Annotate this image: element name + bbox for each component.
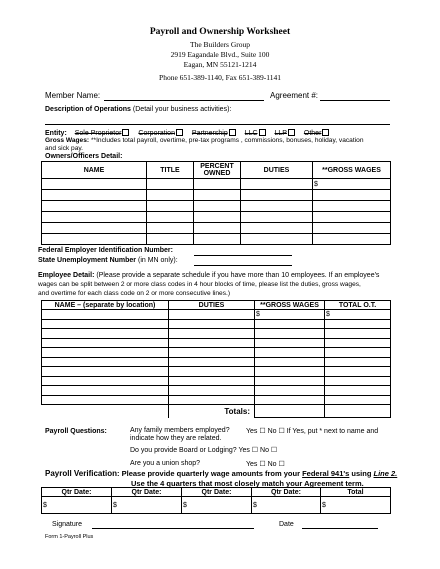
agreement-number-label: Agreement #:: [270, 91, 319, 100]
company-name: The Builders Group: [190, 40, 250, 49]
verification-header-total: Total: [321, 488, 391, 497]
question-family-answer[interactable]: Yes ☐ No ☐ If Yes, put * next to name and: [246, 428, 379, 435]
totals-label: Totals:: [169, 405, 255, 418]
question-union-shop: Are you a union shop?: [130, 460, 201, 467]
employee-header-total-ot: TOTAL O.T.: [325, 301, 391, 310]
company-address-line1: 2919 Eagandale Blvd., Suite 100: [170, 50, 270, 59]
owners-header-duties: DUTIES: [241, 162, 313, 179]
currency-symbol[interactable]: $: [252, 497, 321, 514]
company-phone: Phone 651-389-1140, Fax 651-389-1141: [159, 73, 281, 82]
employee-detail-label: Employee Detail:: [38, 272, 95, 279]
entity-row: [45, 129, 330, 137]
state-unemployment-label: State Unemployment Number: [38, 257, 137, 264]
verification-line-2: Line 2.: [373, 469, 398, 478]
owners-header-name: NAME: [42, 162, 147, 179]
currency-symbol[interactable]: $: [325, 310, 391, 320]
entity-checkbox-llc[interactable]: [259, 129, 266, 136]
employee-table: [41, 300, 391, 418]
operations-row: [45, 106, 231, 113]
member-name-field[interactable]: [104, 100, 264, 101]
gross-wages-text2: and sick pay.: [45, 145, 83, 152]
entity-option-sole-proprietor: Sole Proprietor: [74, 130, 122, 137]
verification-line2: Use the 4 quarters that most closely match your Agreement term.: [131, 479, 364, 488]
owners-header-title: TITLE: [147, 162, 194, 179]
totals-row: [42, 405, 391, 418]
date-field[interactable]: [302, 528, 378, 529]
currency-symbol[interactable]: $: [182, 497, 252, 514]
currency-symbol[interactable]: $: [112, 497, 182, 514]
employee-header-gross-wages: **GROSS WAGES: [255, 301, 325, 310]
table-row: [42, 376, 391, 386]
question-union-answer[interactable]: Yes ☐ No ☐: [246, 461, 285, 468]
question-family-line1: Any family members employed?: [130, 427, 230, 434]
entity-checkbox-sole-proprietor[interactable]: [122, 129, 129, 136]
employee-detail-text2: wages can be split between 2 or more class codes in 4 hour blocks of time, please list the duties, gross wages,: [38, 281, 361, 288]
table-row: [42, 395, 391, 405]
table-row: [42, 201, 391, 212]
currency-symbol[interactable]: $: [42, 497, 112, 514]
table-row: [42, 179, 391, 190]
form-id: Form 1-Payroll Plus: [45, 534, 94, 540]
signature-label: Signature: [52, 521, 82, 528]
table-row: [42, 319, 391, 329]
entity-checkbox-other[interactable]: [322, 129, 329, 136]
entity-option-other: Other: [303, 130, 322, 137]
entity-option-corporation: Corporation: [138, 130, 175, 137]
table-row: [42, 357, 391, 367]
currency-symbol[interactable]: $: [321, 497, 391, 514]
owners-header-percent-owned: PERCENT OWNED: [194, 162, 241, 179]
table-row: [42, 223, 391, 234]
table-row: [42, 348, 391, 358]
table-row: [42, 234, 391, 245]
verification-line1: [45, 469, 397, 478]
verification-text1c: using: [349, 469, 374, 478]
verification-header-qtr2: Qtr Date:: [112, 488, 182, 497]
form-title: Payroll and Ownership Worksheet: [149, 27, 291, 37]
date-label: Date: [279, 521, 294, 528]
verification-header-qtr3: Qtr Date:: [182, 488, 252, 497]
currency-symbol[interactable]: $: [255, 310, 325, 320]
verification-table: [41, 487, 391, 514]
entity-option-llc: LLC: [244, 130, 258, 137]
entity-option-partnership: Partnership: [191, 130, 228, 137]
state-unemployment-hint: (in MN only):: [137, 257, 178, 264]
employee-header-name: NAME – (separate by location): [42, 301, 169, 310]
agreement-number-field[interactable]: [320, 100, 390, 101]
table-row: [42, 310, 391, 320]
employee-detail-text3: and overtime for each class code on 2 or more consecutive lines.): [38, 290, 231, 297]
owners-title: Owners/Officers Detail:: [45, 153, 123, 160]
operations-field[interactable]: [45, 124, 390, 125]
table-row: [42, 190, 391, 201]
table-row: [42, 212, 391, 223]
owners-table: [41, 161, 391, 245]
operations-hint: (Detail your business activities):: [132, 106, 232, 113]
gross-wages-label: Gross Wages:: [45, 137, 90, 144]
state-unemployment-field[interactable]: [194, 265, 292, 266]
totals-ot[interactable]: [325, 405, 391, 418]
entity-label: Entity:: [45, 130, 67, 137]
verification-header-qtr4: Qtr Date:: [252, 488, 321, 497]
verification-label: Payroll Verification: [45, 469, 118, 478]
owners-header-gross-wages: **GROSS WAGES: [313, 162, 391, 179]
federal-ein-label: Federal Employer Identification Number:: [38, 247, 173, 254]
operations-label: Description of Operations: [45, 106, 131, 113]
gross-wages-text1: **Includes total payroll, overtime, pre-tax programs , commissions, bonuses, holiday, vacation: [90, 137, 364, 144]
totals-gross-wages[interactable]: [255, 405, 325, 418]
entity-option-llp: LLP: [274, 130, 287, 137]
employee-detail-text1: (Please provide a separate schedule if you have more than 10 employees. If an employee's: [96, 272, 380, 279]
entity-checkbox-corporation[interactable]: [176, 129, 183, 136]
entity-checkbox-partnership[interactable]: [229, 129, 236, 136]
table-row: [42, 386, 391, 396]
employee-header-duties: DUTIES: [169, 301, 255, 310]
verification-header-qtr1: Qtr Date:: [42, 488, 112, 497]
table-row: [42, 497, 391, 514]
table-row: [42, 338, 391, 348]
gross-wages-note-line1: [45, 137, 363, 144]
member-name-label: Member Name:: [45, 91, 101, 100]
entity-checkbox-llp[interactable]: [288, 129, 295, 136]
payroll-questions-label: Payroll Questions:: [45, 428, 107, 435]
table-row: [42, 367, 391, 377]
verification-form-941: Federal 941's: [302, 469, 350, 478]
state-unemployment-row: [38, 257, 178, 264]
employee-detail-line1: [38, 272, 379, 279]
table-row: [42, 329, 391, 339]
federal-ein-field[interactable]: [194, 255, 292, 256]
signature-field[interactable]: [92, 528, 254, 529]
currency-symbol[interactable]: $: [313, 179, 391, 190]
verification-text1a: : Please provide quarterly wage amounts from your: [117, 469, 303, 478]
question-board-lodging[interactable]: Do you provide Board or Lodging? Yes ☐ No ☐: [130, 447, 278, 454]
company-address-line2: Eagan, MN 55121-1214: [183, 60, 257, 69]
question-family-line2: indicate how they are related.: [130, 435, 222, 442]
